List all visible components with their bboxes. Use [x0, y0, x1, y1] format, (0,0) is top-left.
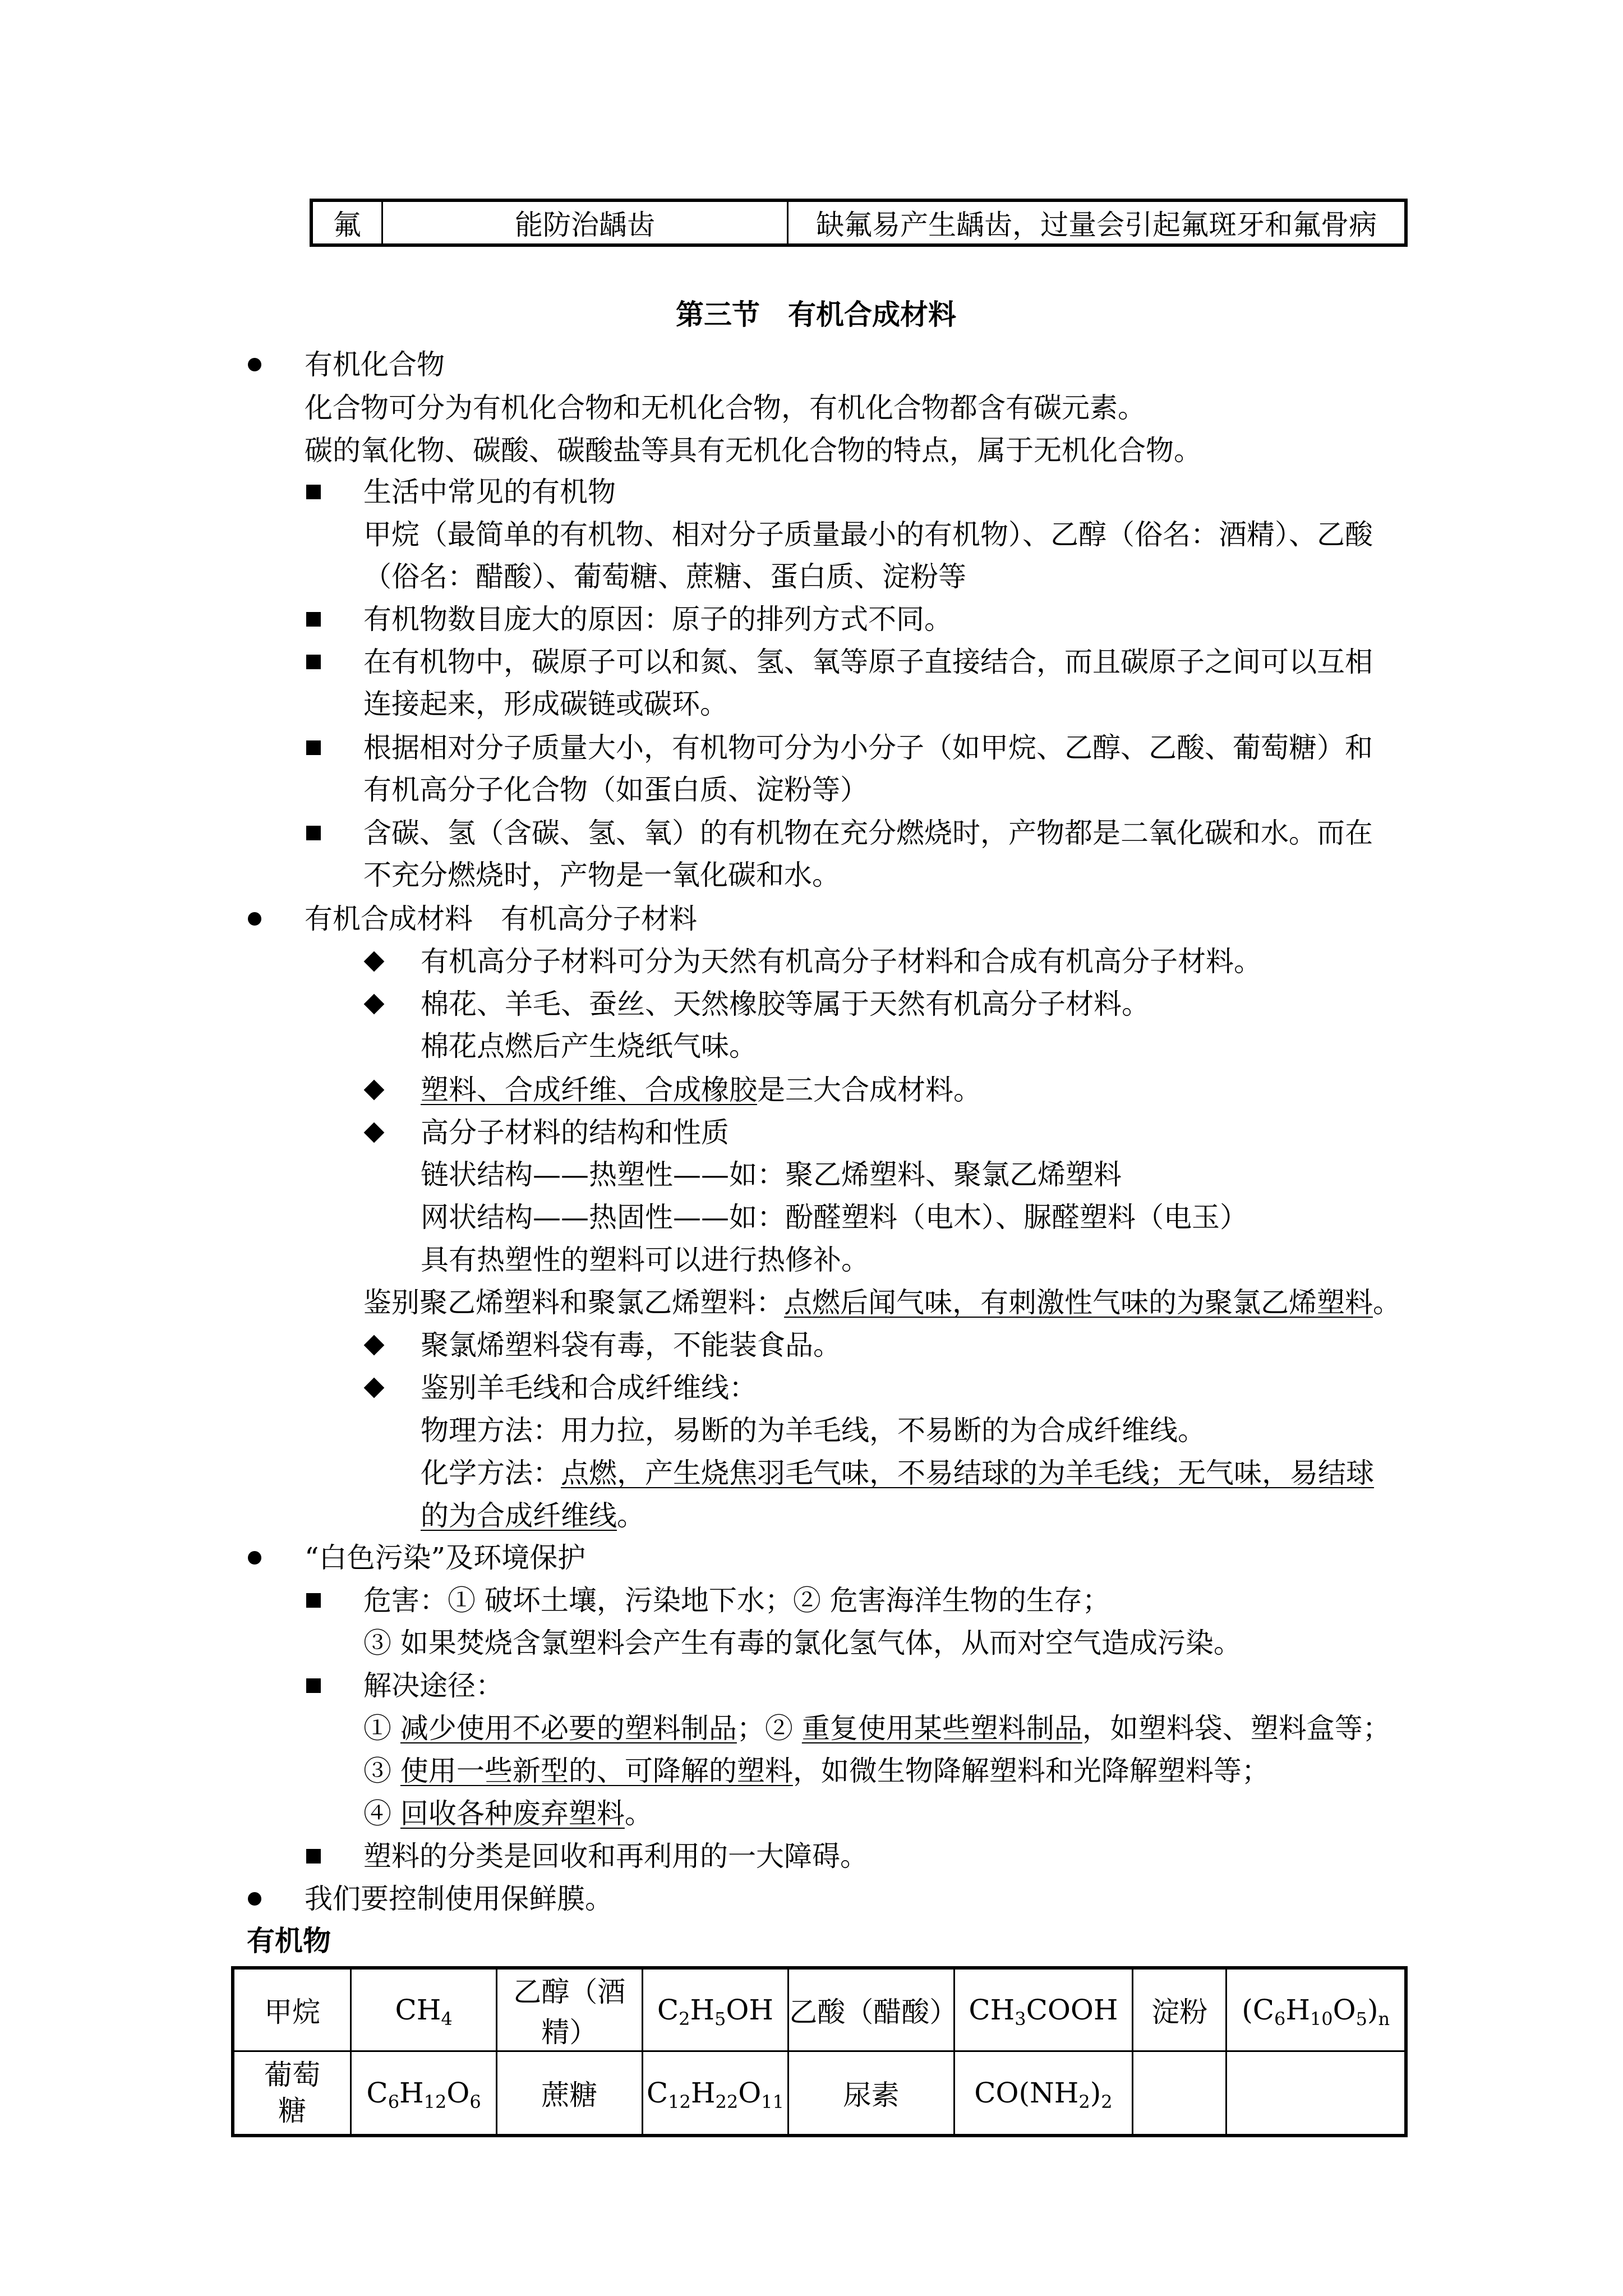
- formula-cell: $(C_6H_{10}O_5)_n$: [1227, 1968, 1406, 2051]
- list-item: 生活中常见的有机物: [363, 476, 616, 508]
- underlined-text: 使用一些新型的、可降解的塑料: [400, 1755, 793, 1787]
- list-item: 根据相对分子质量大小，有机物可分为小分子（如甲烷、乙醇、乙酸、葡萄糖）和: [363, 731, 1373, 764]
- list-item-text: ③ 如果焚烧含氯塑料会产生有毒的氯化氢气体，从而对空气造成污染。: [363, 1627, 1242, 1659]
- square-bullet-icon: [306, 1849, 321, 1864]
- formula-cell: $CH_3COOH$: [954, 1968, 1133, 2051]
- list-item-text: [421, 1499, 645, 1533]
- underlined-text: 减少使用不必要的塑料制品: [400, 1712, 737, 1745]
- list-item-text: [363, 1711, 1391, 1745]
- square-bullet-icon: [306, 826, 321, 840]
- text: ①: [363, 1712, 400, 1745]
- list-item-text: 具有热塑性的塑料可以进行热修补。: [421, 1244, 869, 1276]
- formula-cell: $C_{12}H_{22}O_{11}$: [642, 2051, 789, 2136]
- paragraph: 碳的氧化物、碳酸、碳酸盐等具有无机化合物的特点，属于无机化合物。: [305, 434, 1202, 467]
- diamond-bullet-icon: [364, 951, 385, 972]
- list-item: 有机高分子材料可分为天然有机高分子材料和合成有机高分子材料。: [421, 945, 1262, 978]
- list-item: 在有机物中，碳原子可以和氮、氢、氧等原子直接结合，而且碳原子之间可以互相: [363, 646, 1373, 678]
- list-item: 危害：① 破坏土壤，污染地下水；② 危害海洋生物的生存；: [363, 1584, 1110, 1617]
- empty-cell: [1133, 2051, 1227, 2136]
- bullet-dot-icon: [248, 912, 261, 926]
- list-item-text: [363, 1754, 1270, 1788]
- formula-cell: $CH_4$: [351, 1968, 497, 2051]
- section-heading-synthetic-materials: 有机合成材料 有机高分子材料: [305, 903, 697, 935]
- paragraph: 化合物可分为有机化合物和无机化合物，有机化合物都含有碳元素。: [305, 392, 1146, 424]
- section-heading-white-pollution: “白色污染”及环境保护: [305, 1542, 586, 1574]
- list-item: 有机物数目庞大的原因：原子的排列方式不同。: [363, 603, 952, 636]
- table-row: [311, 200, 1406, 245]
- text: 。: [1373, 1286, 1401, 1319]
- square-bullet-icon: [306, 655, 321, 669]
- table-row: [233, 1968, 1406, 2051]
- formula-cell: $CO(NH_2)_2$: [954, 2051, 1133, 2136]
- formula-cell: $C_2H_5OH$: [642, 1968, 789, 2051]
- list-item-text: [363, 1797, 653, 1830]
- text: 是三大合成材料。: [757, 1074, 981, 1106]
- diamond-bullet-icon: [364, 1122, 385, 1143]
- list-item-text: [421, 1456, 1374, 1490]
- diamond-bullet-icon: [364, 1335, 385, 1356]
- list-item: 聚氯烯塑料袋有毒，不能装食品。: [421, 1329, 841, 1361]
- text: ，如塑料袋、塑料盒等；: [1082, 1712, 1391, 1745]
- square-bullet-icon: [306, 740, 321, 755]
- bullet-dot-icon: [248, 358, 261, 371]
- square-bullet-icon: [306, 1678, 321, 1693]
- list-item-text: 有机高分子化合物（如蛋白质、淀粉等）: [363, 774, 868, 806]
- text: 。: [624, 1797, 653, 1830]
- list-item: 鉴别羊毛线和合成纤维线：: [421, 1372, 757, 1404]
- bullet-dot-icon: [248, 1892, 261, 1906]
- list-item-text: 棉花点燃后产生烧纸气味。: [421, 1030, 757, 1062]
- text: ③: [363, 1755, 400, 1787]
- list-item: 塑料的分类是回收和再利用的一大障碍。: [363, 1840, 868, 1872]
- text: ；②: [736, 1712, 802, 1745]
- list-item: 棉花、羊毛、蚕丝、天然橡胶等属于天然有机高分子材料。: [421, 988, 1150, 1020]
- square-bullet-icon: [306, 1593, 321, 1608]
- section-heading-cling-film: 我们要控制使用保鲜膜。: [305, 1883, 613, 1915]
- underlined-text: 回收各种废弃塑料: [400, 1797, 625, 1830]
- formula-cell: $C_6H_{12}O_6$: [351, 2051, 497, 2136]
- text: 。: [617, 1499, 645, 1532]
- diamond-bullet-icon: [364, 1378, 385, 1398]
- list-item: 解决途径：: [363, 1669, 504, 1702]
- list-item: [421, 1073, 981, 1107]
- list-item-text: 网状结构——热固性——如：酚醛塑料（电木）、脲醛塑料（电玉）: [421, 1201, 1248, 1234]
- function-cell: 能防治龋齿: [382, 200, 787, 245]
- section-title: 第三节 有机合成材料: [676, 298, 956, 331]
- element-cell: 氟: [311, 200, 382, 245]
- organic-compounds-table: [231, 1966, 1408, 2137]
- text: 鉴别聚乙烯塑料和聚氯乙烯塑料：: [363, 1286, 784, 1319]
- table-label: 有机物: [247, 1925, 331, 1957]
- list-item: 含碳、氢（含碳、氢、氧）的有机物在充分燃烧时，产物都是二氧化碳和水。而在: [363, 817, 1373, 849]
- underlined-text: 点燃后闻气味，有刺激性气味的为聚氯乙烯塑料: [784, 1286, 1373, 1319]
- table-cell: 乙醇（酒精）: [496, 1968, 642, 2051]
- table-cell: 淀粉: [1133, 1968, 1227, 2051]
- underlined-text: 点燃，产生烧焦羽毛气味，不易结球的为羊毛线；无气味，易结球: [561, 1457, 1374, 1489]
- text: ，如微生物降解塑料和光降解塑料等；: [792, 1755, 1270, 1787]
- list-item: 高分子材料的结构和性质: [421, 1116, 729, 1149]
- fluorine-table: [310, 199, 1408, 247]
- list-item-text: 链状结构——热塑性——如：聚乙烯塑料、聚氯乙烯塑料: [421, 1158, 1122, 1191]
- list-item-text: 甲烷（最简单的有机物、相对分子质量最小的有机物）、乙醇（俗名：酒精）、乙酸: [363, 518, 1373, 551]
- square-bullet-icon: [306, 485, 321, 499]
- section-heading-organic-compounds: 有机化合物: [305, 348, 445, 381]
- table-row: [233, 2051, 1406, 2136]
- text: 化学方法：: [421, 1457, 561, 1489]
- diamond-bullet-icon: [364, 1080, 385, 1101]
- list-item-text: 物理方法：用力拉，易断的为羊毛线，不易断的为合成纤维线。: [421, 1414, 1206, 1447]
- underlined-text: 重复使用某些塑料制品: [801, 1712, 1082, 1745]
- bullet-dot-icon: [248, 1551, 261, 1565]
- square-bullet-icon: [306, 612, 321, 627]
- empty-cell: [1227, 2051, 1406, 2136]
- list-item-text: 连接起来，形成碳链或碳环。: [363, 688, 728, 720]
- list-item-text: （俗名：醋酸）、葡萄糖、蔗糖、蛋白质、淀粉等: [363, 560, 966, 593]
- underlined-text: 塑料、合成纤维、合成橡胶: [421, 1074, 757, 1106]
- table-cell: 葡萄 糖: [233, 2051, 351, 2136]
- diamond-bullet-icon: [364, 994, 385, 1015]
- table-cell: 甲烷: [233, 1968, 351, 2051]
- table-cell: 蔗糖: [496, 2051, 642, 2136]
- identification-line: [363, 1286, 1401, 1319]
- table-cell: 乙酸（醋酸）: [789, 1968, 954, 2051]
- table-cell: 尿素: [789, 2051, 954, 2136]
- effect-cell: 缺氟易产生龋齿，过量会引起氟斑牙和氟骨病: [788, 200, 1406, 245]
- underlined-text: 的为合成纤维线: [421, 1499, 617, 1532]
- list-item-text: 不充分燃烧时，产物是一氧化碳和水。: [363, 859, 840, 891]
- text: ④: [363, 1797, 400, 1830]
